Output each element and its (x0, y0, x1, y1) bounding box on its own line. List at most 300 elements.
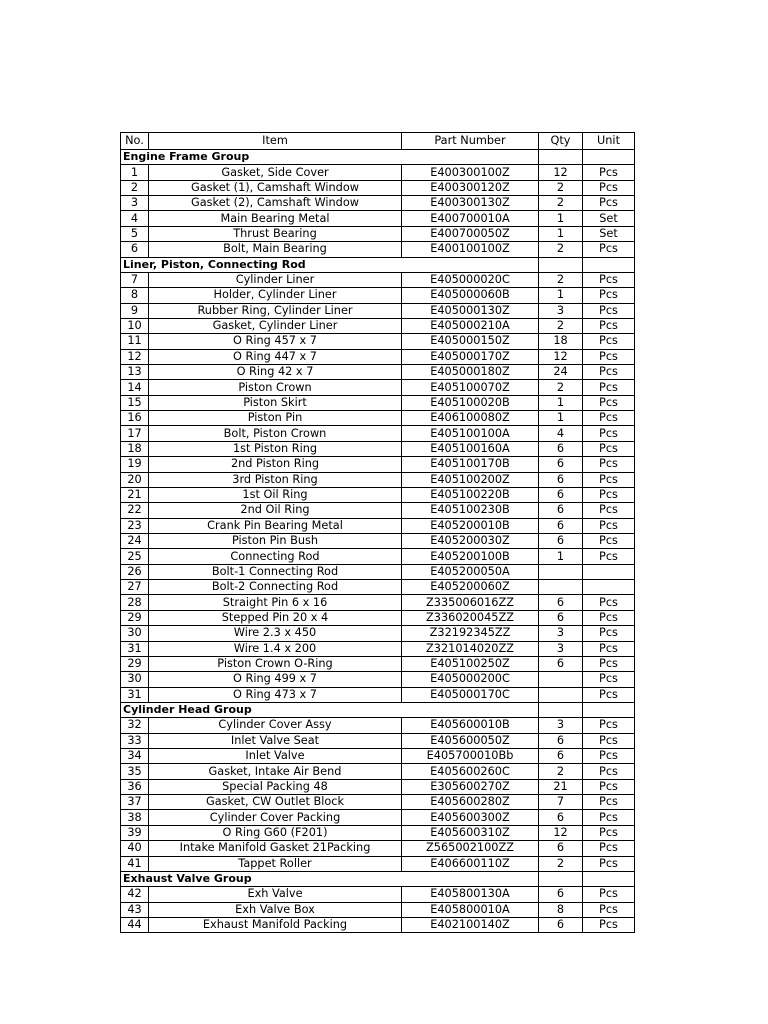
group-empty-unit (583, 702, 635, 717)
cell-part-number: E405600260C (402, 764, 539, 779)
cell-qty: 3 (539, 626, 583, 641)
table-row (121, 380, 635, 395)
cell-part-number: E405000180Z (402, 365, 539, 380)
cell-item: Inlet Valve Seat (149, 733, 402, 748)
cell-no: 26 (121, 564, 149, 579)
table-row (121, 426, 635, 441)
cell-unit: Pcs (583, 303, 635, 318)
group-title: Cylinder Head Group (121, 702, 539, 717)
cell-no: 42 (121, 887, 149, 902)
cell-no: 6 (121, 242, 149, 257)
cell-item: Gasket, Intake Air Bend (149, 764, 402, 779)
header-row (121, 133, 635, 150)
cell-no: 40 (121, 841, 149, 856)
cell-part-number: E400100100Z (402, 242, 539, 257)
cell-qty (539, 564, 583, 579)
cell-part-number: E400300120Z (402, 180, 539, 195)
cell-qty: 6 (539, 841, 583, 856)
cell-part-number: E400300100Z (402, 165, 539, 180)
cell-item: O Ring G60 (F201) (149, 825, 402, 840)
cell-unit: Pcs (583, 795, 635, 810)
cell-part-number: E405000170C (402, 687, 539, 702)
cell-qty: 6 (539, 887, 583, 902)
cell-item: Wire 1.4 x 200 (149, 641, 402, 656)
cell-qty: 6 (539, 749, 583, 764)
cell-item: Exh Valve (149, 887, 402, 902)
cell-item: O Ring 473 x 7 (149, 687, 402, 702)
cell-part-number: Z336020045ZZ (402, 610, 539, 625)
table-row (121, 887, 635, 902)
cell-no: 24 (121, 533, 149, 548)
cell-part-number: E406600110Z (402, 856, 539, 871)
cell-no: 20 (121, 472, 149, 487)
cell-unit: Pcs (583, 656, 635, 671)
cell-unit: Pcs (583, 272, 635, 287)
cell-unit: Pcs (583, 810, 635, 825)
cell-part-number: Z565002100ZZ (402, 841, 539, 856)
cell-qty: 3 (539, 641, 583, 656)
cell-no: 16 (121, 411, 149, 426)
cell-part-number: E405200050A (402, 564, 539, 579)
group-title: Engine Frame Group (121, 150, 539, 165)
cell-item: Cylinder Cover Assy (149, 718, 402, 733)
cell-item: O Ring 447 x 7 (149, 349, 402, 364)
group-empty-unit (583, 257, 635, 272)
table-row (121, 272, 635, 287)
table-row (121, 564, 635, 579)
cell-part-number: E405600010B (402, 718, 539, 733)
cell-no: 32 (121, 718, 149, 733)
cell-item: 1st Oil Ring (149, 487, 402, 502)
table-row (121, 211, 635, 226)
cell-unit: Pcs (583, 917, 635, 932)
cell-part-number: E405000170Z (402, 349, 539, 364)
parts-list-table (120, 132, 635, 933)
cell-part-number: E400300130Z (402, 196, 539, 211)
header-item: Item (149, 133, 402, 150)
group-title: Exhaust Valve Group (121, 871, 539, 886)
cell-no: 3 (121, 196, 149, 211)
cell-qty: 6 (539, 533, 583, 548)
cell-unit: Pcs (583, 549, 635, 564)
cell-unit: Set (583, 211, 635, 226)
table-row (121, 457, 635, 472)
header-qty: Qty (539, 133, 583, 150)
table-row (121, 595, 635, 610)
cell-item: Crank Pin Bearing Metal (149, 518, 402, 533)
cell-part-number: E405700010Bb (402, 749, 539, 764)
cell-unit: Pcs (583, 503, 635, 518)
cell-unit: Pcs (583, 518, 635, 533)
table-row (121, 687, 635, 702)
cell-qty: 1 (539, 411, 583, 426)
table-row (121, 518, 635, 533)
cell-no: 36 (121, 779, 149, 794)
cell-unit: Pcs (583, 595, 635, 610)
cell-item: Gasket, CW Outlet Block (149, 795, 402, 810)
cell-unit: Pcs (583, 196, 635, 211)
cell-unit: Pcs (583, 365, 635, 380)
cell-qty: 2 (539, 242, 583, 257)
cell-unit: Pcs (583, 841, 635, 856)
table-row (121, 395, 635, 410)
cell-qty: 6 (539, 733, 583, 748)
table-row (121, 902, 635, 917)
cell-qty: 3 (539, 718, 583, 733)
cell-item: Gasket (1), Camshaft Window (149, 180, 402, 195)
table-row (121, 656, 635, 671)
table-row (121, 749, 635, 764)
cell-unit: Set (583, 226, 635, 241)
cell-no: 25 (121, 549, 149, 564)
group-empty-unit (583, 150, 635, 165)
cell-qty: 6 (539, 610, 583, 625)
cell-no: 9 (121, 303, 149, 318)
cell-unit: Pcs (583, 749, 635, 764)
cell-no: 27 (121, 580, 149, 595)
cell-no: 29 (121, 610, 149, 625)
cell-part-number: E400700010A (402, 211, 539, 226)
group-empty-unit (583, 871, 635, 886)
table-row (121, 487, 635, 502)
cell-no: 35 (121, 764, 149, 779)
cell-qty (539, 687, 583, 702)
cell-unit: Pcs (583, 334, 635, 349)
cell-item: 1st Piston Ring (149, 441, 402, 456)
cell-part-number: Z335006016ZZ (402, 595, 539, 610)
cell-unit: Pcs (583, 825, 635, 840)
cell-part-number: E405100250Z (402, 656, 539, 671)
cell-unit: Pcs (583, 902, 635, 917)
cell-item: Connecting Rod (149, 549, 402, 564)
cell-item: Gasket, Side Cover (149, 165, 402, 180)
cell-unit: Pcs (583, 165, 635, 180)
table-row (121, 318, 635, 333)
table-row (121, 226, 635, 241)
cell-qty: 12 (539, 349, 583, 364)
cell-qty: 1 (539, 395, 583, 410)
table-row (121, 365, 635, 380)
cell-qty: 12 (539, 825, 583, 840)
cell-no: 33 (121, 733, 149, 748)
cell-part-number: E405000060B (402, 288, 539, 303)
cell-part-number: E405100020B (402, 395, 539, 410)
group-header-row (121, 702, 635, 717)
table-row (121, 472, 635, 487)
cell-item: Piston Skirt (149, 395, 402, 410)
cell-part-number: E405800010A (402, 902, 539, 917)
group-empty-qty (539, 871, 583, 886)
table-row (121, 795, 635, 810)
cell-no: 12 (121, 349, 149, 364)
table-row (121, 580, 635, 595)
cell-no: 31 (121, 641, 149, 656)
group-title: Liner, Piston, Connecting Rod (121, 257, 539, 272)
cell-no: 13 (121, 365, 149, 380)
cell-qty: 6 (539, 441, 583, 456)
cell-item: Thrust Bearing (149, 226, 402, 241)
cell-unit: Pcs (583, 487, 635, 502)
cell-item: Holder, Cylinder Liner (149, 288, 402, 303)
cell-qty: 6 (539, 656, 583, 671)
table-row (121, 441, 635, 456)
cell-unit: Pcs (583, 718, 635, 733)
table-row (121, 411, 635, 426)
table-row (121, 779, 635, 794)
cell-unit: Pcs (583, 288, 635, 303)
cell-no: 11 (121, 334, 149, 349)
cell-unit: Pcs (583, 672, 635, 687)
group-empty-qty (539, 257, 583, 272)
cell-unit: Pcs (583, 318, 635, 333)
cell-no: 1 (121, 165, 149, 180)
cell-no: 4 (121, 211, 149, 226)
cell-unit: Pcs (583, 687, 635, 702)
table-row (121, 733, 635, 748)
table-row (121, 641, 635, 656)
cell-item: Bolt-2 Connecting Rod (149, 580, 402, 595)
cell-qty: 6 (539, 472, 583, 487)
header-unit: Unit (583, 133, 635, 150)
cell-item: Main Bearing Metal (149, 211, 402, 226)
cell-item: Straight Pin 6 x 16 (149, 595, 402, 610)
cell-qty: 2 (539, 856, 583, 871)
cell-item: Intake Manifold Gasket 21Packing (149, 841, 402, 856)
group-header-row (121, 150, 635, 165)
cell-part-number: E405100160A (402, 441, 539, 456)
cell-item: Piston Crown (149, 380, 402, 395)
cell-no: 28 (121, 595, 149, 610)
cell-qty: 18 (539, 334, 583, 349)
cell-qty: 2 (539, 380, 583, 395)
cell-no: 18 (121, 441, 149, 456)
parts-table-body (121, 150, 635, 933)
cell-item: Bolt-1 Connecting Rod (149, 564, 402, 579)
cell-qty: 3 (539, 303, 583, 318)
cell-qty: 8 (539, 902, 583, 917)
cell-unit: Pcs (583, 242, 635, 257)
cell-qty: 2 (539, 764, 583, 779)
cell-no: 29 (121, 656, 149, 671)
cell-part-number: E405100170B (402, 457, 539, 472)
cell-qty: 21 (539, 779, 583, 794)
table-row (121, 610, 635, 625)
cell-part-number: E406100080Z (402, 411, 539, 426)
table-row (121, 334, 635, 349)
cell-part-number: E405100200Z (402, 472, 539, 487)
cell-no: 44 (121, 917, 149, 932)
cell-item: O Ring 499 x 7 (149, 672, 402, 687)
table-row (121, 349, 635, 364)
group-empty-qty (539, 150, 583, 165)
cell-part-number: E405200060Z (402, 580, 539, 595)
cell-unit: Pcs (583, 426, 635, 441)
cell-no: 2 (121, 180, 149, 195)
cell-part-number: E405100230B (402, 503, 539, 518)
cell-item: Stepped Pin 20 x 4 (149, 610, 402, 625)
cell-part-number: E405000200C (402, 672, 539, 687)
cell-item: Exh Valve Box (149, 902, 402, 917)
cell-no: 30 (121, 672, 149, 687)
group-empty-qty (539, 702, 583, 717)
cell-unit: Pcs (583, 441, 635, 456)
cell-qty: 1 (539, 549, 583, 564)
cell-qty (539, 672, 583, 687)
table-row (121, 917, 635, 932)
cell-part-number: E405600300Z (402, 810, 539, 825)
cell-unit: Pcs (583, 457, 635, 472)
cell-no: 7 (121, 272, 149, 287)
cell-part-number: E305600270Z (402, 779, 539, 794)
cell-part-number: E405200100B (402, 549, 539, 564)
cell-item: Cylinder Liner (149, 272, 402, 287)
cell-part-number: E405100220B (402, 487, 539, 502)
cell-qty: 1 (539, 288, 583, 303)
cell-item: O Ring 42 x 7 (149, 365, 402, 380)
cell-no: 19 (121, 457, 149, 472)
cell-no: 22 (121, 503, 149, 518)
table-row (121, 533, 635, 548)
cell-qty: 2 (539, 318, 583, 333)
table-row (121, 303, 635, 318)
cell-item: Tappet Roller (149, 856, 402, 871)
cell-part-number: E405800130A (402, 887, 539, 902)
cell-qty: 2 (539, 272, 583, 287)
cell-item: Rubber Ring, Cylinder Liner (149, 303, 402, 318)
cell-qty (539, 580, 583, 595)
table-row (121, 810, 635, 825)
cell-part-number: E405600310Z (402, 825, 539, 840)
cell-no: 15 (121, 395, 149, 410)
cell-unit: Pcs (583, 610, 635, 625)
cell-qty: 7 (539, 795, 583, 810)
cell-item: Gasket (2), Camshaft Window (149, 196, 402, 211)
cell-no: 37 (121, 795, 149, 810)
table-row (121, 196, 635, 211)
cell-qty: 1 (539, 226, 583, 241)
cell-item: Cylinder Cover Packing (149, 810, 402, 825)
cell-qty: 6 (539, 810, 583, 825)
cell-item: Bolt, Piston Crown (149, 426, 402, 441)
cell-unit (583, 564, 635, 579)
cell-no: 43 (121, 902, 149, 917)
cell-item: 2nd Oil Ring (149, 503, 402, 518)
cell-no: 38 (121, 810, 149, 825)
cell-unit: Pcs (583, 380, 635, 395)
cell-part-number: E405000130Z (402, 303, 539, 318)
cell-qty: 4 (539, 426, 583, 441)
cell-item: Inlet Valve (149, 749, 402, 764)
cell-part-number: E402100140Z (402, 917, 539, 932)
table-row (121, 503, 635, 518)
cell-qty: 24 (539, 365, 583, 380)
cell-part-number: E405200010B (402, 518, 539, 533)
cell-part-number: E405000210A (402, 318, 539, 333)
cell-qty: 6 (539, 503, 583, 518)
cell-item: Bolt, Main Bearing (149, 242, 402, 257)
group-header-row (121, 257, 635, 272)
table-row (121, 825, 635, 840)
cell-no: 21 (121, 487, 149, 502)
cell-unit: Pcs (583, 887, 635, 902)
table-row (121, 764, 635, 779)
table-row (121, 242, 635, 257)
cell-item: Special Packing 48 (149, 779, 402, 794)
cell-part-number: E400700050Z (402, 226, 539, 241)
cell-qty: 6 (539, 518, 583, 533)
cell-part-number: E405100100A (402, 426, 539, 441)
cell-qty: 2 (539, 196, 583, 211)
header-no: No. (121, 133, 149, 150)
cell-no: 31 (121, 687, 149, 702)
table-row (121, 549, 635, 564)
cell-part-number: Z32192345ZZ (402, 626, 539, 641)
table-row (121, 626, 635, 641)
cell-qty: 12 (539, 165, 583, 180)
cell-unit: Pcs (583, 626, 635, 641)
cell-unit: Pcs (583, 395, 635, 410)
cell-no: 14 (121, 380, 149, 395)
cell-item: Wire 2.3 x 450 (149, 626, 402, 641)
cell-no: 17 (121, 426, 149, 441)
cell-item: 3rd Piston Ring (149, 472, 402, 487)
cell-no: 34 (121, 749, 149, 764)
cell-no: 10 (121, 318, 149, 333)
cell-qty: 2 (539, 180, 583, 195)
table-row (121, 165, 635, 180)
cell-unit: Pcs (583, 641, 635, 656)
cell-unit: Pcs (583, 472, 635, 487)
cell-unit: Pcs (583, 349, 635, 364)
cell-no: 39 (121, 825, 149, 840)
cell-no: 30 (121, 626, 149, 641)
cell-item: O Ring 457 x 7 (149, 334, 402, 349)
cell-part-number: E405600050Z (402, 733, 539, 748)
cell-part-number: E405100070Z (402, 380, 539, 395)
cell-item: Gasket, Cylinder Liner (149, 318, 402, 333)
cell-no: 5 (121, 226, 149, 241)
cell-qty: 1 (539, 211, 583, 226)
cell-unit: Pcs (583, 411, 635, 426)
cell-unit: Pcs (583, 180, 635, 195)
cell-item: Exhaust Manifold Packing (149, 917, 402, 932)
cell-part-number: E405200030Z (402, 533, 539, 548)
cell-unit: Pcs (583, 779, 635, 794)
cell-qty: 6 (539, 595, 583, 610)
table-row (121, 841, 635, 856)
cell-item: Piston Pin Bush (149, 533, 402, 548)
header-part-number: Part Number (402, 133, 539, 150)
table-row (121, 672, 635, 687)
cell-part-number: E405600280Z (402, 795, 539, 810)
cell-part-number: Z321014020ZZ (402, 641, 539, 656)
cell-item: Piston Crown O-Ring (149, 656, 402, 671)
cell-qty: 6 (539, 487, 583, 502)
cell-item: 2nd Piston Ring (149, 457, 402, 472)
cell-qty: 6 (539, 917, 583, 932)
cell-qty: 6 (539, 457, 583, 472)
cell-part-number: E405000020C (402, 272, 539, 287)
cell-no: 41 (121, 856, 149, 871)
cell-item: Piston Pin (149, 411, 402, 426)
table-row (121, 718, 635, 733)
cell-unit (583, 580, 635, 595)
table-row (121, 856, 635, 871)
table-row (121, 180, 635, 195)
group-header-row (121, 871, 635, 886)
cell-unit: Pcs (583, 856, 635, 871)
cell-no: 8 (121, 288, 149, 303)
